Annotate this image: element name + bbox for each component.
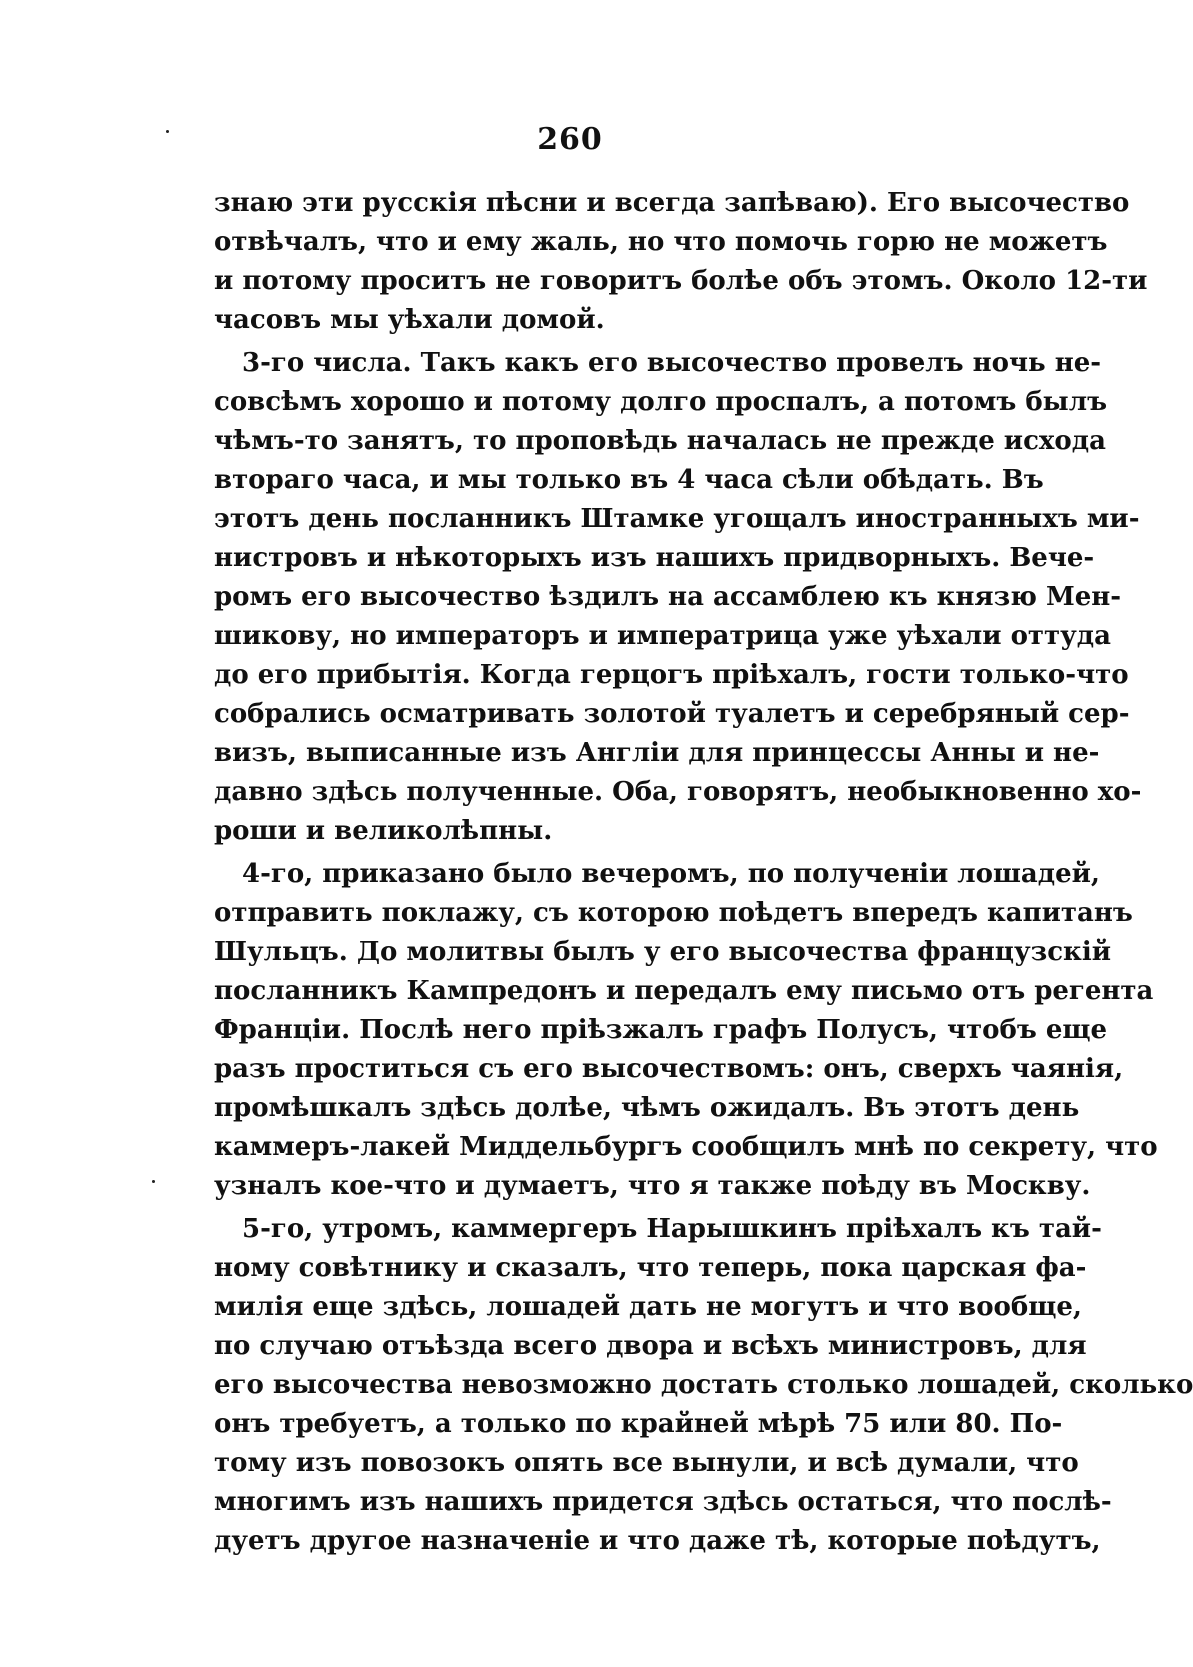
text-line: часовъ мы уѣхали домой. — [214, 305, 605, 335]
text-line: промѣшкалъ здѣсь долѣе, чѣмъ ожидалъ. Въ этотъ день — [214, 1093, 1080, 1123]
text-line: знаю эти русскія пѣсни и всегда запѣваю). Его высочество — [214, 188, 1130, 218]
body-text — [214, 184, 1193, 1561]
page-number: 260 — [537, 122, 603, 157]
text-line: до его прибытія. Когда герцогъ пріѣхалъ, гости только-что — [214, 660, 1129, 690]
text-line: давно здѣсь полученные. Оба, говорятъ, необыкновенно хо- — [214, 777, 1142, 807]
text-line: совсѣмъ хорошо и потому долго проспалъ, а потомъ былъ — [214, 387, 1108, 417]
text-line: и потому проситъ не говоритъ болѣе объ этомъ. Около 12-ти — [214, 266, 1148, 296]
paragraph-first-line: 5-го, утромъ, каммергеръ Нарышкинъ пріѣхалъ къ тай- — [242, 1214, 1102, 1244]
print-speck — [152, 1180, 155, 1183]
text-line: этотъ день посланникъ Штамке угощалъ иностранныхъ ми- — [214, 504, 1140, 534]
text-line: разъ проститься съ его высочествомъ: онъ, сверхъ чаянія, — [214, 1054, 1124, 1084]
text-line: посланникъ Кампредонъ и передалъ ему письмо отъ регента — [214, 976, 1154, 1006]
text-line: узналъ кое-что и думаетъ, что я также поѣду въ Москву. — [214, 1171, 1091, 1201]
text-line: милія еще здѣсь, лошадей дать не могутъ и что вообще, — [214, 1292, 1082, 1322]
text-line: Франціи. Послѣ него пріѣзжалъ графъ Полусъ, чтобъ еще — [214, 1015, 1108, 1045]
text-line: роши и великолѣпны. — [214, 816, 553, 846]
text-line: втораго часа, и мы только въ 4 часа сѣли обѣдать. Въ — [214, 465, 1044, 495]
text-line: чѣмъ-то занятъ, то проповѣдь началась не прежде исхода — [214, 426, 1106, 456]
text-line: Шульцъ. До молитвы былъ у его высочества французскій — [214, 937, 1111, 967]
text-line: дуетъ другое назначеніе и что даже тѣ, которые поѣдутъ, — [214, 1526, 1101, 1556]
text-line: отвѣчалъ, что и ему жаль, но что помочь горю не можетъ — [214, 227, 1108, 257]
text-line: его высочества невозможно достать столько лошадей, сколько — [214, 1370, 1193, 1400]
text-line: по случаю отъѣзда всего двора и всѣхъ министровъ, для — [214, 1331, 1087, 1361]
paragraph-first-line: 3-го числа. Такъ какъ его высочество провелъ ночь не- — [242, 348, 1102, 378]
text-line: визъ, выписанные изъ Англіи для принцессы Анны и не- — [214, 738, 1100, 768]
text-line: отправить поклажу, съ которою поѣдетъ впередъ капитанъ — [214, 898, 1133, 928]
text-line: нистровъ и нѣкоторыхъ изъ нашихъ придворныхъ. Вече- — [214, 543, 1095, 573]
text-line: каммеръ-лакей Миддельбургъ сообщилъ мнѣ по секрету, что — [214, 1132, 1158, 1162]
text-line: многимъ изъ нашихъ придется здѣсь остаться, что послѣ- — [214, 1487, 1112, 1517]
text-line: ромъ его высочество ѣздилъ на ассамблею къ князю Мен- — [214, 582, 1122, 612]
text-line: шикову, но императоръ и императрица уже уѣхали оттуда — [214, 621, 1111, 651]
text-line: онъ требуетъ, а только по крайней мѣрѣ 75 или 80. По- — [214, 1409, 1063, 1439]
text-line: тому изъ повозокъ опять все вынули, и всѣ думали, что — [214, 1448, 1079, 1478]
paragraph-first-line: 4-го, приказано было вечеромъ, по полученіи лошадей, — [242, 859, 1100, 889]
text-line: ному совѣтнику и сказалъ, что теперь, пока царская фа- — [214, 1253, 1087, 1283]
text-line: собрались осматривать золотой туалетъ и серебряный сер- — [214, 699, 1130, 729]
